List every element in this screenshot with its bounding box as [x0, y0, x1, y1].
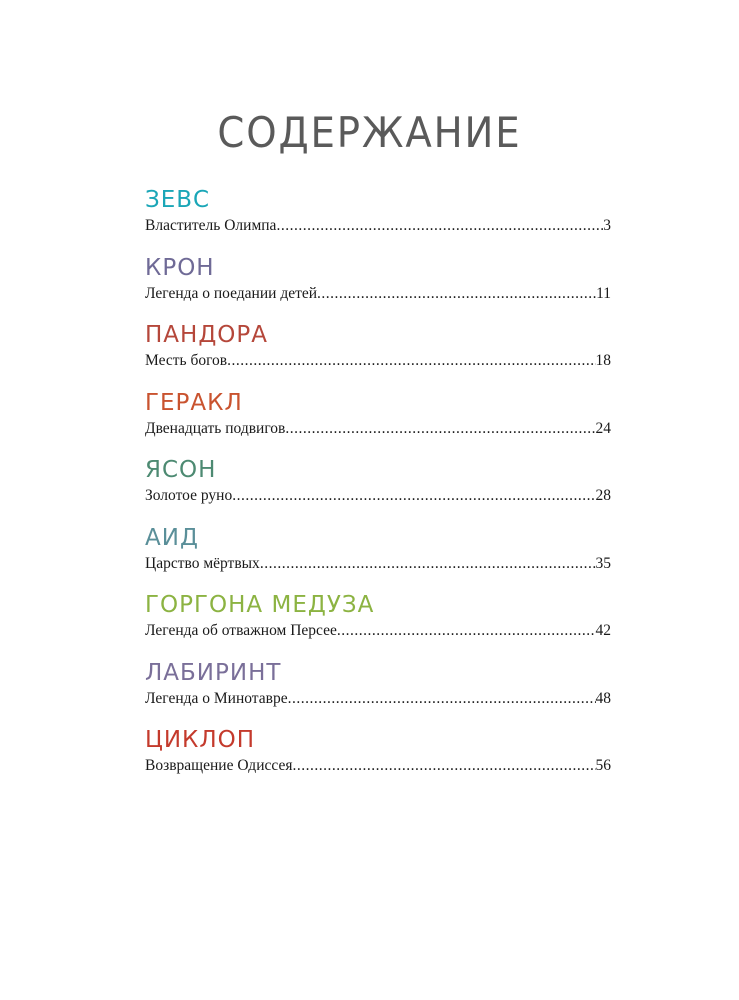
toc-entry [145, 726, 611, 794]
dot-leader [317, 284, 596, 304]
toc-entry-page-number: 35 [595, 554, 611, 572]
toc-entry-heading: ЯСОН [145, 457, 217, 483]
toc-entry-subtitle: Царство мёртвых [145, 554, 260, 572]
toc-entry [145, 659, 611, 727]
toc-entry-page-number: 28 [595, 487, 611, 504]
toc-entry-page-number: 11 [596, 284, 611, 302]
dot-leader [285, 419, 595, 439]
toc-entry-heading: КРОН [145, 254, 215, 281]
toc-entry-line[interactable] [145, 621, 611, 641]
toc-entry-line[interactable] [145, 554, 611, 574]
table-of-contents [145, 186, 611, 794]
toc-entry-subtitle: Властитель Олимпа [145, 217, 277, 234]
toc-entry [145, 254, 611, 322]
toc-entry [145, 321, 611, 389]
toc-entry-subtitle: Легенда о Минотавре [145, 689, 288, 707]
dot-leader [232, 486, 595, 506]
toc-entry [145, 456, 611, 524]
toc-entry-heading: ПАНДОРА [145, 322, 268, 348]
toc-entry-heading: ЛАБИРИНТ [145, 659, 282, 686]
toc-entry-subtitle: Двенадцать подвигов [145, 419, 286, 437]
toc-entry-line[interactable] [145, 486, 611, 506]
toc-entry-line[interactable] [145, 756, 611, 776]
toc-entry-line[interactable] [145, 284, 611, 304]
toc-entry-heading: ЗЕВС [145, 187, 211, 213]
toc-entry-heading: ЦИКЛОП [145, 727, 256, 753]
toc-entry-line[interactable] [145, 419, 611, 439]
toc-entry-subtitle: Легенда об отважном Персее [145, 622, 337, 639]
toc-entry-subtitle: Месть богов [145, 352, 228, 369]
toc-entry-line[interactable] [145, 216, 611, 236]
dot-leader [288, 689, 596, 709]
dot-leader [292, 756, 595, 776]
toc-entry-page-number: 3 [603, 217, 611, 234]
toc-entry-subtitle: Возвращение Одиссея [145, 757, 293, 774]
toc-entry-line[interactable] [145, 689, 611, 709]
toc-entry-page-number: 18 [595, 352, 611, 369]
toc-entry-page-number: 48 [595, 689, 611, 707]
toc-entry [145, 186, 611, 254]
toc-entry-page-number: 56 [595, 757, 611, 774]
toc-entry-page-number: 24 [595, 419, 611, 437]
toc-entry-page-number: 42 [595, 622, 611, 639]
dot-leader [227, 351, 595, 371]
toc-entry-subtitle: Легенда о поедании детей [145, 284, 318, 302]
toc-entry-heading: ГОРГОНА МЕДУЗА [145, 592, 375, 618]
toc-entry-subtitle: Золотое руно [145, 487, 233, 504]
toc-entry [145, 389, 611, 457]
toc-entry-heading: ГЕРАКЛ [145, 389, 243, 416]
dot-leader [276, 216, 603, 236]
dot-leader [337, 621, 596, 641]
dot-leader [260, 554, 596, 574]
toc-entry-line[interactable] [145, 351, 611, 371]
toc-entry [145, 524, 611, 592]
page-title: СОДЕРЖАНИЕ [217, 108, 522, 157]
toc-entry [145, 591, 611, 659]
toc-entry-heading: АИД [145, 524, 199, 551]
